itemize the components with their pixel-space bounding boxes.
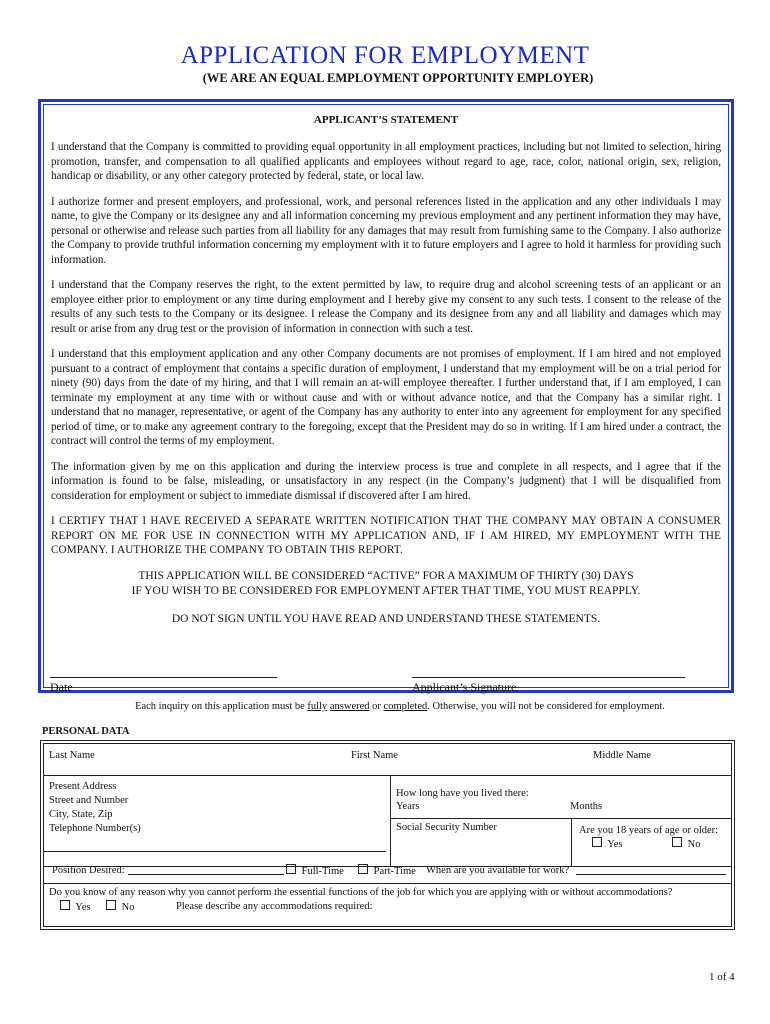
position-desired-input[interactable] <box>128 864 284 875</box>
months-field[interactable]: Months <box>570 801 603 812</box>
active-notice-line-2: IF YOU WISH TO BE CONSIDERED FOR EMPLOYMENT AFTER THAT TIME, YOU MUST REAPPLY. <box>131 584 641 597</box>
accommodation-no-option[interactable]: No <box>106 900 134 914</box>
accommodation-yes-checkbox[interactable] <box>60 900 70 910</box>
do-not-sign-notice: DO NOT SIGN UNTIL YOU HAVE READ AND UNDERSTAND THESE STATEMENTS. <box>171 612 601 625</box>
date-label: Date <box>50 680 73 694</box>
row-divider <box>390 818 731 819</box>
personal-data-form <box>40 740 735 930</box>
full-time-option[interactable]: Full-Time <box>286 864 344 878</box>
column-divider <box>571 818 572 866</box>
statement-paragraph-equal-opportunity: I understand that the Company is committed to providing equal opportunity in all employment practices, including but not limited to selection, hiring promotion, transfer, and compensation to all qualified applicants and employees without regard to age, race, color, national origin, sex, religion, handicap or disability, or any other category protected by federal, state, or local law. <box>51 141 721 182</box>
accommodation-no-checkbox[interactable] <box>106 900 116 910</box>
row-divider <box>44 851 386 852</box>
applicant-statement-box <box>38 99 734 693</box>
present-address-label: Present Address <box>49 781 117 792</box>
statement-paragraph-consumer-report: I CERTIFY THAT I HAVE RECEIVED A SEPARATE WRITTEN NOTIFICATION THAT THE COMPANY MAY OBTAIN A CONSUMER REPORT ON ME FOR USE IN CONNECTION WITH MY APPLICATION AND, IF I AM HIRED, MY EMPLOYMENT WITH THE COMPANY. I AUTHORIZE THE COMPANY TO OBTAIN THIS REPORT. <box>51 515 721 556</box>
row-divider <box>44 883 731 884</box>
age-question-label: Are you 18 years of age or older: <box>579 825 719 836</box>
inquiry-notice: Each inquiry on this application must be fully answered or completed. Otherwise, you will not be considered for employment. <box>135 701 665 712</box>
signature-input-line[interactable] <box>412 677 685 678</box>
city-state-zip-field[interactable]: City, State, Zip <box>49 809 113 820</box>
part-time-checkbox[interactable] <box>358 864 368 874</box>
how-long-label: How long have you lived there: <box>396 788 529 799</box>
ssn-field[interactable]: Social Security Number <box>396 822 497 833</box>
availability-label: When are you available for work? <box>426 865 570 876</box>
last-name-field[interactable]: Last Name <box>49 750 95 761</box>
accommodation-question: Do you know of any reason why you cannot perform the essential functions of the job for which you are applying with or without accommodations? <box>49 887 673 898</box>
street-field[interactable]: Street and Number <box>49 795 129 806</box>
signature-label: Applicant’s Signature <box>412 680 517 694</box>
telephone-field[interactable]: Telephone Number(s) <box>49 823 141 834</box>
personal-data-title: PERSONAL DATA <box>42 726 130 737</box>
statement-heading: APPLICANT’S STATEMENT <box>313 114 459 126</box>
column-divider <box>390 775 391 866</box>
row-divider <box>44 775 731 776</box>
first-name-field[interactable]: First Name <box>351 750 398 761</box>
date-input-line[interactable] <box>50 677 277 678</box>
years-field[interactable]: Years <box>396 801 420 812</box>
statement-paragraph-at-will: I understand that this employment application and any other Company documents are not promises of employment. If I am hired and not employed pursuant to a contract of employment that contains a specific duration of employment, I understand that my employment will be on a trial period for ninety (90) days from the date of my hiring, and that I will remain an at-will employee thereafter. I further understand that, if I am employed, I can terminate my employment at any time with or without cause and with or without advance notice, and that the Company has a similar right. I understand that no manager, representative, or agent of the Company has any authority to enter into any agreement for employment for any specified period of time, or to make any agreement contrary to the foregoing, except that the President may do so in writing. If I am hired under a contract, the contract will control the terms of my employment. <box>51 348 721 447</box>
full-time-checkbox[interactable] <box>286 864 296 874</box>
accommodation-yes-option[interactable]: Yes <box>60 900 91 914</box>
age-yes-checkbox[interactable] <box>592 837 602 847</box>
position-desired-label: Position Desired: <box>52 865 125 876</box>
statement-paragraph-drug-testing: I understand that the Company reserves the right, to the extent permitted by law, to require drug and alcohol screening tests of an applicant or an employee either prior to employment or any time during employment and I hereby give my consent to any such tests. I consent to the release of the results of any such tests to the Company or its designee. I release the Company and its designee from any and all liability and damages which may result or arise from any drug test or the provision of information in connection with such a test. <box>51 279 721 335</box>
middle-name-field[interactable]: Middle Name <box>593 750 652 761</box>
age-no-checkbox[interactable] <box>672 837 682 847</box>
statement-paragraph-truthfulness: The information given by me on this application and during the interview process is true and complete in all respects, and I agree that if the information is found to be false, misleading, or unsatisfactory in any respect (in the Company’s judgment) that I will be disqualified from consideration for employment or subject to immediate dismissal if discovered after I am hired. <box>51 460 721 502</box>
statement-paragraph-references: I authorize former and present employers, and professional, work, and personal references listed in the application and any other individuals I may name, to give the Company or its designee any and all information concerning my previous employment and any pertinent information they may have, personal or otherwise and release such parties from all liability for any damages that may result from furnishing same to the Company. I also authorize the Company to provide truthful information concerning my employment with it to future employers and I agree to hold it harmless for providing such information. <box>51 195 721 266</box>
active-notice-line-1: THIS APPLICATION WILL BE CONSIDERED “ACTIVE” FOR A MAXIMUM OF THIRTY (30) DAYS <box>138 569 634 582</box>
availability-input[interactable] <box>576 864 726 875</box>
age-yes-option[interactable]: Yes <box>592 837 623 851</box>
page-title: APPLICATION FOR EMPLOYMENT <box>180 42 590 69</box>
page-subtitle: (WE ARE AN EQUAL EMPLOYMENT OPPORTUNITY EMPLOYER) <box>202 71 594 85</box>
part-time-option[interactable]: Part-Time <box>358 864 416 878</box>
accommodation-describe-field[interactable]: Please describe any accommodations required: <box>176 901 373 912</box>
age-no-option[interactable]: No <box>672 837 700 851</box>
page-number: 1 of 4 <box>709 971 735 983</box>
